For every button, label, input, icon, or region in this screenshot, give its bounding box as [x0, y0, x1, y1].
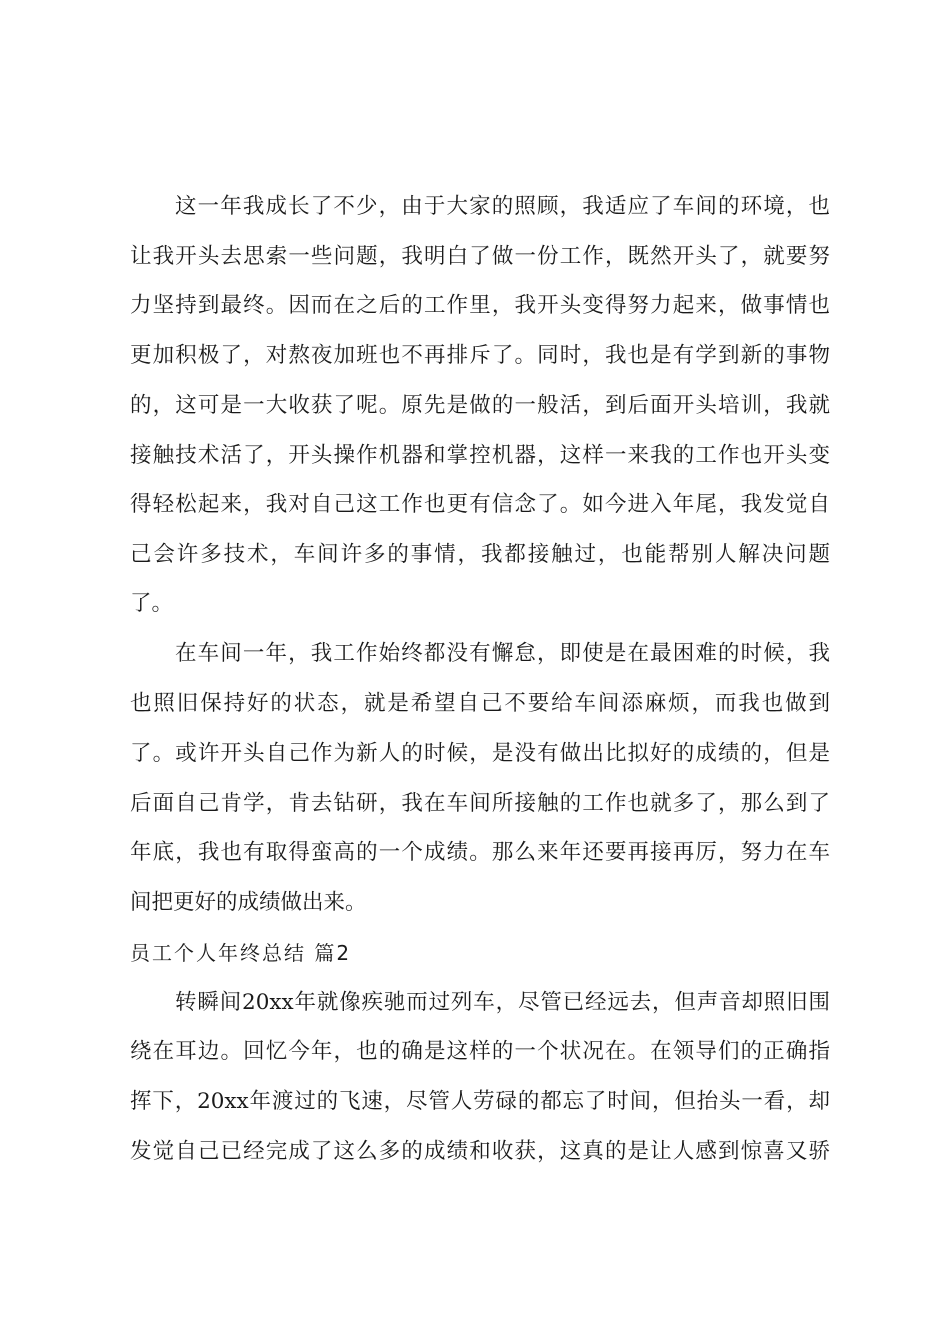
paragraph-2-line: 在车间一年，我工作始终都没有懈怠，即使是在最困难的时候，我 — [175, 641, 830, 666]
paragraph-1-line: 得轻松起来，我对自己这工作也更有信念了。如今进入年尾，我发觉自 — [130, 492, 830, 517]
paragraph-3-line: 发觉自己已经完成了这么多的成绩和收获，这真的是让人感到惊喜又骄 — [130, 1139, 830, 1164]
paragraph-3-line: 绕在耳边。回忆今年，也的确是这样的一个状况在。在领导们的正确指 — [130, 1039, 830, 1064]
paragraph-1-line: 己会许多技术，车间许多的事情，我都接触过，也能帮别人解决问题 — [130, 542, 830, 567]
paragraph-2-line: 间把更好的成绩做出来。 — [130, 890, 367, 915]
paragraph-1-line: 这一年我成长了不少，由于大家的照顾，我适应了车间的环境，也 — [175, 194, 830, 219]
paragraph-1-line: 接触技术活了，开头操作机器和掌控机器，这样一来我的工作也开头变 — [130, 443, 830, 468]
paragraph-1-line: 的，这可是一大收获了呢。原先是做的一般活，到后面开头培训，我就 — [130, 393, 830, 418]
paragraph-2-line: 年底，我也有取得蛮高的一个成绩。那么来年还要再接再厉，努力在车 — [130, 840, 830, 865]
paragraph-1-line: 力坚持到最终。因而在之后的工作里，我开头变得努力起来，做事情也 — [130, 293, 830, 318]
paragraph-3-line: 挥下，20xx年渡过的飞速，尽管人劳碌的都忘了时间，但抬头一看，却 — [130, 1089, 830, 1114]
paragraph-3-line: 转瞬间20xx年就像疾驰而过列车，尽管已经远去，但声音却照旧围 — [175, 990, 830, 1015]
paragraph-2-line: 后面自己肯学，肯去钻研，我在车间所接触的工作也就多了，那么到了 — [130, 791, 830, 816]
paragraph-2-line: 了。或许开头自己作为新人的时候，是没有做出比拟好的成绩的，但是 — [130, 741, 830, 766]
paragraph-1-line: 了。 — [130, 591, 174, 616]
paragraph-1-line: 更加积极了，对熬夜加班也不再排斥了。同时，我也是有学到新的事物 — [130, 343, 830, 368]
paragraph-1-line: 让我开头去思索一些问题，我明白了做一份工作，既然开头了，就要努 — [130, 244, 830, 269]
paragraph-2-line: 也照旧保持好的状态，就是希望自己不要给车间添麻烦，而我也做到 — [130, 691, 830, 716]
section-heading: 员工个人年终总结 篇2 — [130, 941, 352, 965]
